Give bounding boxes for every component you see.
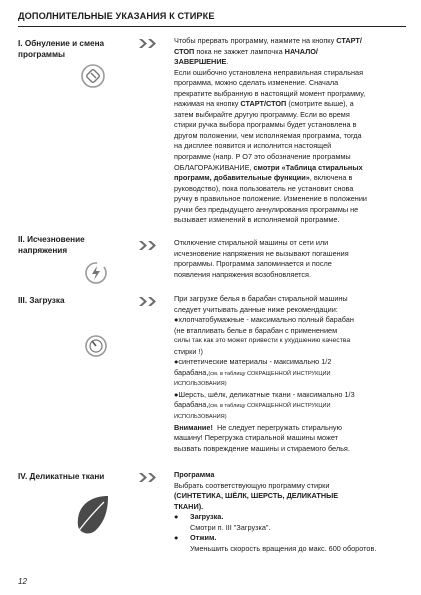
body-heading bbox=[174, 470, 408, 481]
bullet-text: Смотри п. III "Загрузка". bbox=[190, 522, 271, 532]
body-line: нажимая на кнопку СТАРТ/СТОП (смотрите выше), а bbox=[174, 99, 354, 109]
section-title: III. Загрузка bbox=[18, 296, 65, 305]
section-title: II. Исчезновение напряжения bbox=[18, 235, 85, 255]
section-body bbox=[174, 470, 408, 554]
body-line: следует учитывать данные ниже рекомендации: bbox=[174, 304, 338, 314]
page-number: 12 bbox=[18, 577, 27, 586]
page-title: ДОПОЛНИТЕЛЬНЫЕ УКАЗАНИЯ К СТИРКЕ bbox=[18, 11, 215, 21]
body-line: программы. Программа запоминается и после bbox=[174, 259, 332, 269]
body-line: ручки без предыдущего аннулирования программы не bbox=[174, 204, 359, 214]
power-outage-icon bbox=[84, 261, 108, 285]
bullet-title: Загрузка. bbox=[190, 512, 224, 522]
bullet-icon: ● bbox=[174, 533, 179, 543]
body-line: появления напряжения возобновляется. bbox=[174, 269, 312, 279]
bullet-text: Уменьшить скорость вращения до макс. 600 оборотов. bbox=[190, 543, 377, 553]
list-item bbox=[174, 533, 408, 554]
body-line: СТОП пока не зажжет лампочка НАЧАЛО/ bbox=[174, 46, 318, 56]
warning-text: Не следует перегружать стиральную bbox=[216, 422, 342, 432]
program-heading: Программа bbox=[174, 470, 215, 479]
double-arrow-icon bbox=[139, 39, 161, 48]
bullet-title: Отжим. bbox=[190, 533, 217, 543]
body-line: (не втапливать белье в барабан с применением bbox=[174, 325, 338, 335]
section-title: I. Обнуление и смена программы bbox=[18, 39, 105, 59]
body-line: стирки ручка выбора программы будет установлена в bbox=[174, 120, 357, 130]
body-line: машину! Перегрузка стиральной машины может bbox=[174, 433, 338, 443]
section-body bbox=[174, 238, 408, 280]
body-line: Отключение стиральной машины от сети или bbox=[174, 238, 329, 247]
body-line: стирки !) bbox=[174, 346, 203, 356]
body-line: ручку в правильное положение. Изменение в положении bbox=[174, 194, 367, 204]
body-line: ЗАВЕРШЕНИЕ. bbox=[174, 57, 229, 67]
double-arrow-icon bbox=[139, 473, 161, 482]
load-ratio-text: барабана, bbox=[174, 400, 209, 410]
body-line: программ, добавительные функции», включена в bbox=[174, 173, 353, 183]
double-arrow-icon bbox=[139, 241, 161, 250]
body-line: исчезновение напряжения не вызывают погашения bbox=[174, 248, 349, 258]
section-title: IV. Деликатные ткани bbox=[18, 472, 105, 481]
body-line: другом положении, чем исполняемая программа, тогда bbox=[174, 130, 362, 140]
body-line: ●Шерсть, шёлк, деликатные ткани - максимально 1/3 bbox=[174, 389, 355, 399]
body-line: силы так как это может привести к ухудшению качества bbox=[174, 337, 351, 345]
body-line: программа, можно сделать изменение. Сначала bbox=[174, 78, 339, 88]
body-line: вызвать повреждение машины и стираемого белья. bbox=[174, 443, 350, 453]
body-line bbox=[174, 368, 408, 380]
body-line: программе (напр. P O7 это обозначение программы bbox=[174, 152, 351, 162]
body-line: Если ошибочно установлена неправильная стиральная bbox=[174, 67, 364, 77]
body-line: прекратите выбранную в настоящий момент программу, bbox=[174, 88, 366, 98]
body-line: вызывает изменений в исполняемой программе. bbox=[174, 215, 340, 225]
program-knob-icon bbox=[80, 63, 106, 89]
list-item bbox=[174, 512, 408, 533]
body-line: При загрузке белья в барабан стиральной машины bbox=[174, 294, 348, 303]
body-line: ●синтетические материалы - максимально 1/2 bbox=[174, 357, 332, 367]
body-line: руководство), пока пользователь не установит снова bbox=[174, 183, 354, 193]
leaf-icon bbox=[72, 494, 112, 538]
body-line: ИСПОЛЬЗОВАНИЯ) bbox=[174, 414, 227, 421]
section-body bbox=[174, 294, 408, 454]
table-reference: (см. в таблицу СОКРАЩЕННОЙ ИНСТРУКЦИИ bbox=[208, 403, 331, 410]
body-line: на дисплее появится и исполнится настоящей bbox=[174, 141, 332, 151]
section-body bbox=[174, 36, 408, 226]
body-line bbox=[174, 423, 408, 434]
double-arrow-icon bbox=[139, 297, 161, 306]
body-line: ●хлопчатобумажные - максимально полный барабан bbox=[174, 315, 354, 325]
bullet-icon: ● bbox=[174, 512, 179, 522]
body-line: ТКАНИ). bbox=[174, 501, 204, 511]
title-divider bbox=[18, 26, 406, 27]
body-line: (СИНТЕТИКА, ШЁЛК, ШЕРСТЬ, ДЕЛИКАТНЫЕ bbox=[174, 491, 339, 501]
body-line bbox=[174, 400, 408, 412]
body-line: Выбрать соответствующую программу стирки bbox=[174, 480, 330, 490]
body-line: ОБЛАГОРАЖИВАНИЕ, смотри «Таблица стиральных bbox=[174, 162, 363, 172]
load-ratio-text: барабана, bbox=[174, 367, 209, 377]
body-line: ИСПОЛЬЗОВАНИЯ) bbox=[174, 381, 227, 388]
warning-label: Внимание! bbox=[174, 422, 213, 432]
load-gauge-icon bbox=[84, 334, 108, 358]
body-line: Чтобы прервать программу, нажмите на кнопку СТАРТ/ bbox=[174, 36, 362, 45]
body-line: затем выбирайте другую программу. Если во время bbox=[174, 109, 350, 119]
table-reference: (см. в таблицу СОКРАЩЕННОЙ ИНСТРУКЦИИ bbox=[208, 370, 331, 377]
